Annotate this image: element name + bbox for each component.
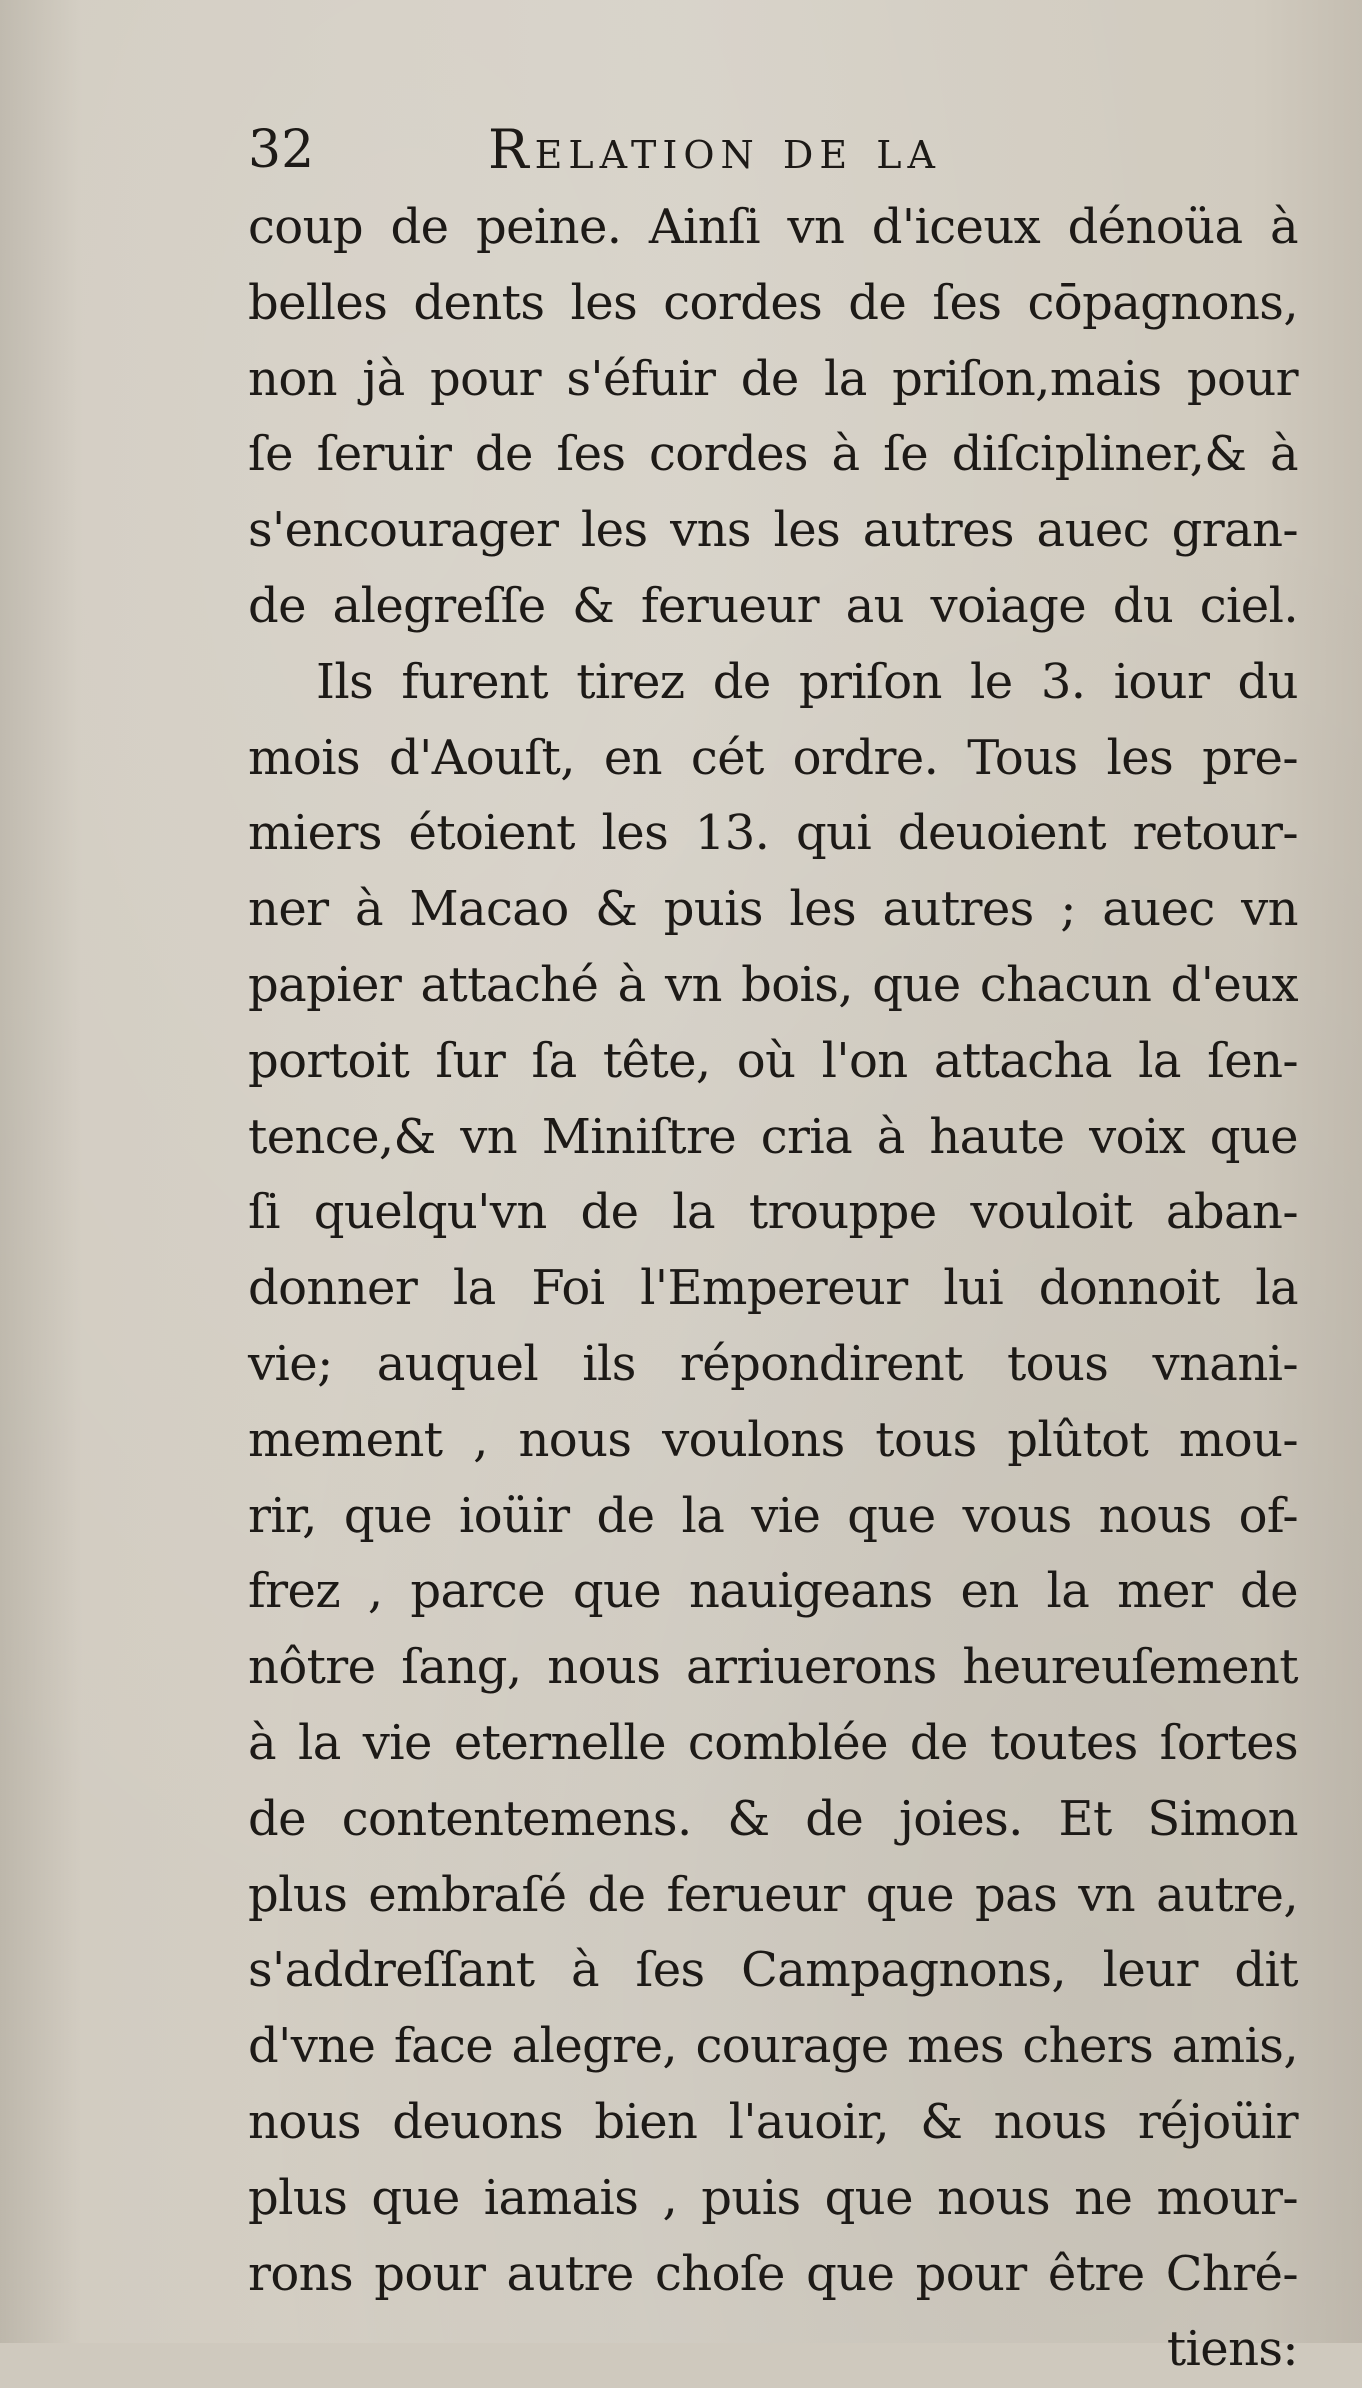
text-line: s'addreſſant à ſes Campagnons, leur dit: [248, 1942, 1298, 1999]
text-line: tence,& vn Miniſtre cria à haute voix que: [248, 1108, 1298, 1165]
text-line: non jà pour s'éfuir de la priſon,mais pour: [248, 350, 1298, 407]
text-line: plus que iamais , puis que nous ne mour-: [248, 2169, 1298, 2226]
text-line: s'encourager les vns les autres auec gran-: [248, 502, 1298, 559]
text-line: coup de peine. Ainſi vn d'iceux dénoüa à: [248, 199, 1298, 255]
page-number: 32: [248, 120, 315, 180]
text-line: mois d'Aouſt, en cét ordre. Tous les pre-: [248, 729, 1298, 786]
text-line: ſe ſeruir de ſes cordes à ſe diſcipliner,& à: [248, 426, 1298, 483]
text-block: [248, 110, 1298, 2388]
running-title: Relation de la: [488, 118, 941, 181]
text-line: nous deuons bien l'auoir, & nous réjoüir: [248, 2093, 1298, 2150]
text-line: ner à Macao & puis les autres ; auec vn: [248, 881, 1298, 938]
text-line: d'vne face alegre, courage mes chers amis,: [248, 2018, 1298, 2075]
text-line: rir, que ioüir de la vie que vous nous of-: [248, 1487, 1298, 1544]
running-head: [248, 110, 1298, 190]
catchword: tiens:: [1166, 2321, 1298, 2378]
text-line: frez , parce que nauigeans en la mer de: [248, 1563, 1298, 1620]
text-line: papier attaché à vn bois, que chacun d'eux: [248, 956, 1298, 1013]
text-line: miers étoient les 13. qui deuoient retour-: [248, 805, 1298, 862]
text-line: donner la Foi l'Empereur lui donnoit la: [248, 1260, 1298, 1317]
text-line: ſi quelqu'vn de la trouppe vouloit aban-: [248, 1184, 1298, 1241]
text-line: rons pour autre choſe que pour être Chré-: [248, 2245, 1298, 2302]
text-line: vie; auquel ils répondirent tous vnani-: [248, 1335, 1298, 1392]
text-line: à la vie eternelle comblée de toutes ſortes: [248, 1714, 1298, 1771]
text-line: mement , nous voulons tous plûtot mou-: [248, 1411, 1298, 1468]
text-line: nôtre ſang, nous arriuerons heureuſement: [248, 1639, 1298, 1696]
text-line: portoit ſur ſa tête, où l'on attacha la ſen-: [248, 1032, 1298, 1089]
text-line: plus embraſé de ferueur que pas vn autre,: [248, 1866, 1298, 1923]
text-line: belles dents les cordes de ſes cōpagnons,: [248, 274, 1298, 331]
text-line: de contentemens. & de joies. Et Simon: [248, 1790, 1298, 1847]
text-line: Ils furent tirez de priſon le 3. iour du: [316, 653, 1298, 710]
text-line: de alegreſſe & ferueur au voiage du ciel.: [248, 577, 1298, 634]
